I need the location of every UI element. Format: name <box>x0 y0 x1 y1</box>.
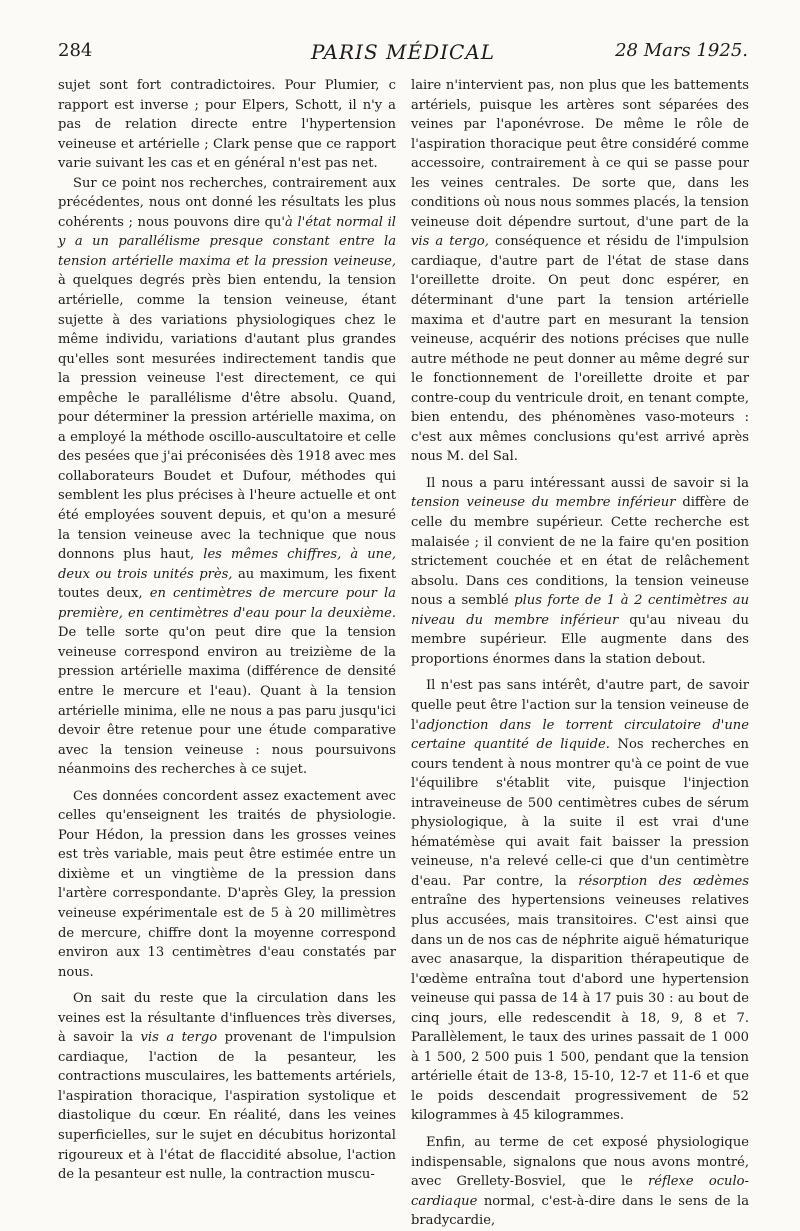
paragraph: Sur ce point nos recherches, contrairement aux précédentes, nous ont donné les résultats les plus cohérents ; nous pouvons dire qu'à l'état normal il y a un parallélisme presque constant entre la tension artérielle maxima et la pression veineuse, à quelques degrés près bien entendu, la tension artérielle, comme la tension veineuse, étant sujette à des variations physiologiques chez le même individu, variations d'autant plus grandes qu'elles sont mesurées indirectement tandis que la pression veineuse l'est directement, ce qui empêche le parallélisme d'être absolu. Quand, pour déterminer la pression artérielle maxima, on a employé la méthode oscillo-auscultatoire et celle des pesées que j'ai préconisées dès 1918 avec mes collaborateurs Boudet et Dufour, méthodes qui semblent les plus précises à l'heure actuelle et ont été employées souvent depuis, et qu'on a mesuré la tension veineuse avec la technique que nous donnons plus haut, les mêmes chiffres, à une, deux ou trois unités près, au maximum, les fixent toutes deux, en centimètres de mercure pour la première, en centimètres d'eau pour la deuxième. De telle sorte qu'on peut dire que la tension veineuse correspond environ au treizième de la pression artérielle maxima (différence de densité entre le mercure et l'eau). Quant à la tension artérielle minima, elle ne nous a pas paru jusqu'ici devoir être retenue pour une étude comparative avec la tension veineuse : nous poursuivons néanmoins des recherches à ce sujet. <box>58 175 397 778</box>
paragraph: laire n'intervient pas, non plus que les battements artériels, puisque les artères sont séparées des veines par l'aponévrose. De même le rôle de l'aspiration thoracique peut être considéré comme accessoire, contrairement à ce qui se passe pour les veines centrales. De sorte que, dans les conditions où nous nous sommes placés, la tension veineuse doit dépendre surtout, d'une part de la vis a tergo, conséquence et résidu de l'impulsion cardiaque, d'autre part de l'état de stase dans l'oreillette droite. On peut donc espérer, en déterminant d'une part la tension artérielle maxima et d'autre part en mesurant la tension veineuse, acquérir des notions précises que nulle autre méthode ne peut donner au même degré sur le fonctionnement de l'oreillette droite et par contre-coup du ventricule droit, en tenant compte, bien entendu, des phénomènes vaso-moteurs : c'est aux mêmes conclusions qu'est arrivé après nous M. del Sal. <box>411 78 749 465</box>
paragraph: Enfin, au terme de cet exposé physiologique indispensable, signalons que nous avons montré, avec Grellety-Bosviel, que le réflexe oculo-cardiaque normal, c'est-à-dire dans le sens de la bradycardie, <box>411 1134 749 1229</box>
journal-title: PARIS MÉDICAL <box>310 40 496 64</box>
paragraph: Il n'est pas sans intérêt, d'autre part, de savoir quelle peut être l'action sur la tension veineuse de l'adjonction dans le torrent circulatoire d'une certaine quantité de liquide. Nos recherches en cours tendent à nous montrer qu'à ce point de vue l'équilibre s'établit vite, puisque l'injection intraveineuse de 500 centimètres cubes de sérum physiologique, à la suite il est vrai d'une hématémèse qui avait fait baisser la pression veineuse, n'a relevé celle-ci que d'un centimètre d'eau. Par contre, la résorption des œdèmes entraîne des hypertensions veineuses relatives plus accusées, mais transitoires. C'est ainsi que dans un de nos cas de néphrite aiguë hématurique avec anasarque, la disparition thérapeutique de l'œdème entraîna tout d'abord une hypertension veineuse qui passa de 14 à 17 puis 30 : au bout de cinq jours, elle redescendit à 18, 9, 8 et 7. Parallèlement, le taux des urines passait de 1 000 à 1 500, 2 500 puis 1 500, pendant que la tension artérielle était de 13-8, 15-10, 12-7 et 11-6 et que le poids descendait progressivement de 52 kilogrammes à 45 kilogrammes. <box>411 678 749 1124</box>
left-column <box>58 76 396 1185</box>
paragraph: Ces données concordent assez exactement avec celles qu'enseignent les traités de physiologie. Pour Hédon, la pression dans les grosses veines est très variable, mais peut être estimée entre un dixième et un vingtième de la pression dans l'artère correspondante. D'après Gley, la pression veineuse expérimentale est de 5 à 20 millimètres de mercure, chiffre dont la moyenne correspond environ aux 13 centimètres d'eau constatés par nous. <box>58 788 396 980</box>
paragraph: Il nous a paru intéressant aussi de savoir si la tension veineuse du membre inférieur diffère de celle du membre supérieur. Cette recherche est malaisée ; il convient de ne la faire qu'en position strictement couchée et en état de relâchement absolu. Dans ces conditions, la tension veineuse nous a semblé plus forte de 1 à 2 centimètres au niveau du membre inférieur qu'au niveau du membre supérieur. Elle augmente dans des proportions énormes dans la station debout. <box>411 475 749 667</box>
issue-date: 28 Mars 1925. <box>615 40 748 61</box>
running-header <box>58 40 748 70</box>
paragraph: sujet sont fort contradictoires. Pour Plumier, c rapport est inverse ; pour Elpers, Schott, il n'y a pas de relation directe entre l'hypertension veineuse et artérielle ; Clark pense que ce rapport varie suivant les cas et en général n'est pas net. <box>58 78 396 172</box>
right-column <box>411 76 749 1231</box>
page-number: 284 <box>58 40 93 61</box>
paragraph: On sait du reste que la circulation dans les veines est la résultante d'influences très diverses, à savoir la vis a tergo provenant de l'impulsion cardiaque, l'action de la pesanteur, les contractions musculaires, les battements artériels, l'aspiration thoracique, l'aspiration systolique et diastolique du cœur. En réalité, dans les veines superficielles, sur le sujet en décubitus horizontal rigoureux et à l'état de flaccidité absolue, l'action de la pesanteur est nulle, la contraction muscu- <box>58 991 396 1183</box>
